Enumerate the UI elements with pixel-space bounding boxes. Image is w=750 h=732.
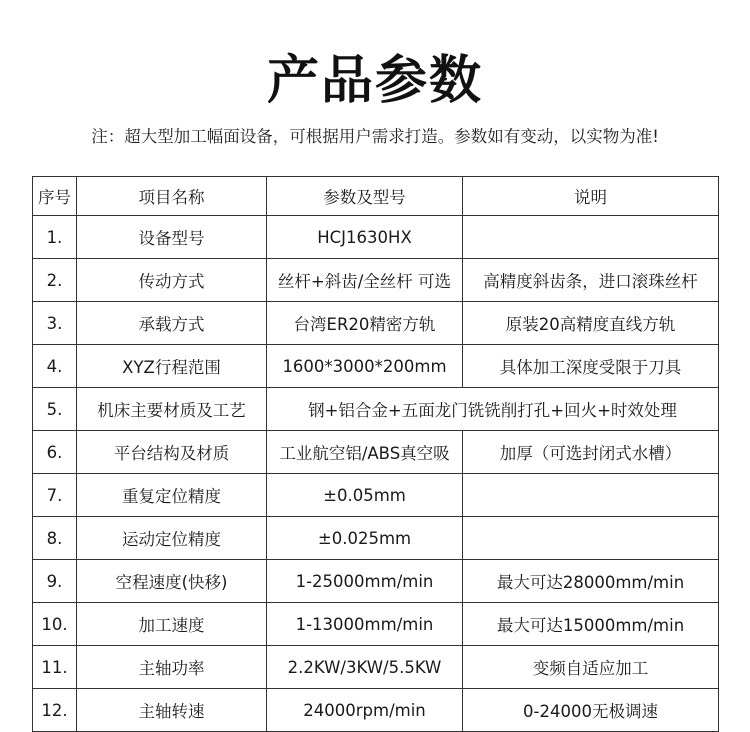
header-no: 序号 (33, 177, 77, 216)
cell-desc: 最大可达28000mm/min (463, 560, 719, 603)
cell-no: 9. (33, 560, 77, 603)
cell-param: 1600*3000*200mm (267, 345, 463, 388)
page-note: 注：超大型加工幅面设备，可根据用户需求打造。参数如有变动，以实物为准! (91, 127, 659, 146)
cell-desc: 具体加工深度受限于刀具 (463, 345, 719, 388)
table-row (33, 689, 719, 732)
cell-item: 承载方式 (77, 302, 267, 345)
cell-desc (463, 517, 719, 560)
header-param: 参数及型号 (267, 177, 463, 216)
table-row (33, 302, 719, 345)
cell-desc (463, 216, 719, 259)
cell-item: 主轴转速 (77, 689, 267, 732)
cell-param: 1-13000mm/min (267, 603, 463, 646)
cell-param: HCJ1630HX (267, 216, 463, 259)
table-row (33, 603, 719, 646)
cell-param: 工业航空铝/ABS真空吸 (267, 431, 463, 474)
cell-desc: 高精度斜齿条，进口滚珠丝杆 (463, 259, 719, 302)
cell-no: 8. (33, 517, 77, 560)
cell-param: 24000rpm/min (267, 689, 463, 732)
cell-no: 7. (33, 474, 77, 517)
cell-param: 台湾ER20精密方轨 (267, 302, 463, 345)
params-table (32, 176, 719, 732)
cell-item: 主轴功率 (77, 646, 267, 689)
cell-param: ±0.025mm (267, 517, 463, 560)
cell-param-wide: 钢+铝合金+五面龙门铣铣削打孔+回火+时效处理 (267, 388, 719, 431)
cell-no: 10. (33, 603, 77, 646)
cell-item: 加工速度 (77, 603, 267, 646)
table-header-row (33, 177, 719, 216)
cell-desc: 原装20高精度直线方轨 (463, 302, 719, 345)
table-row (33, 216, 719, 259)
cell-item: 机床主要材质及工艺 (77, 388, 267, 431)
cell-no: 11. (33, 646, 77, 689)
cell-desc: 最大可达15000mm/min (463, 603, 719, 646)
cell-desc: 加厚（可选封闭式水槽） (463, 431, 719, 474)
cell-desc: 0-24000无极调速 (463, 689, 719, 732)
table-row (33, 474, 719, 517)
table-row (33, 259, 719, 302)
header-desc: 说明 (463, 177, 719, 216)
table-row (33, 431, 719, 474)
cell-item: 空程速度(快移) (77, 560, 267, 603)
cell-item: 运动定位精度 (77, 517, 267, 560)
table-row (33, 517, 719, 560)
cell-param: 丝杆+斜齿/全丝杆 可选 (267, 259, 463, 302)
cell-no: 6. (33, 431, 77, 474)
cell-no: 5. (33, 388, 77, 431)
table-row (33, 388, 719, 431)
page-title: 产品参数 (266, 51, 483, 111)
cell-no: 4. (33, 345, 77, 388)
cell-item: 传动方式 (77, 259, 267, 302)
cell-no: 2. (33, 259, 77, 302)
cell-desc (463, 474, 719, 517)
cell-param: 2.2KW/3KW/5.5KW (267, 646, 463, 689)
table-row (33, 646, 719, 689)
cell-no: 12. (33, 689, 77, 732)
cell-item: 平台结构及材质 (77, 431, 267, 474)
cell-no: 1. (33, 216, 77, 259)
table-row (33, 345, 719, 388)
cell-param: ±0.05mm (267, 474, 463, 517)
cell-item: XYZ行程范围 (77, 345, 267, 388)
cell-item: 设备型号 (77, 216, 267, 259)
table-row (33, 560, 719, 603)
cell-no: 3. (33, 302, 77, 345)
cell-item: 重复定位精度 (77, 474, 267, 517)
cell-desc: 变频自适应加工 (463, 646, 719, 689)
cell-param: 1-25000mm/min (267, 560, 463, 603)
header-item: 项目名称 (77, 177, 267, 216)
